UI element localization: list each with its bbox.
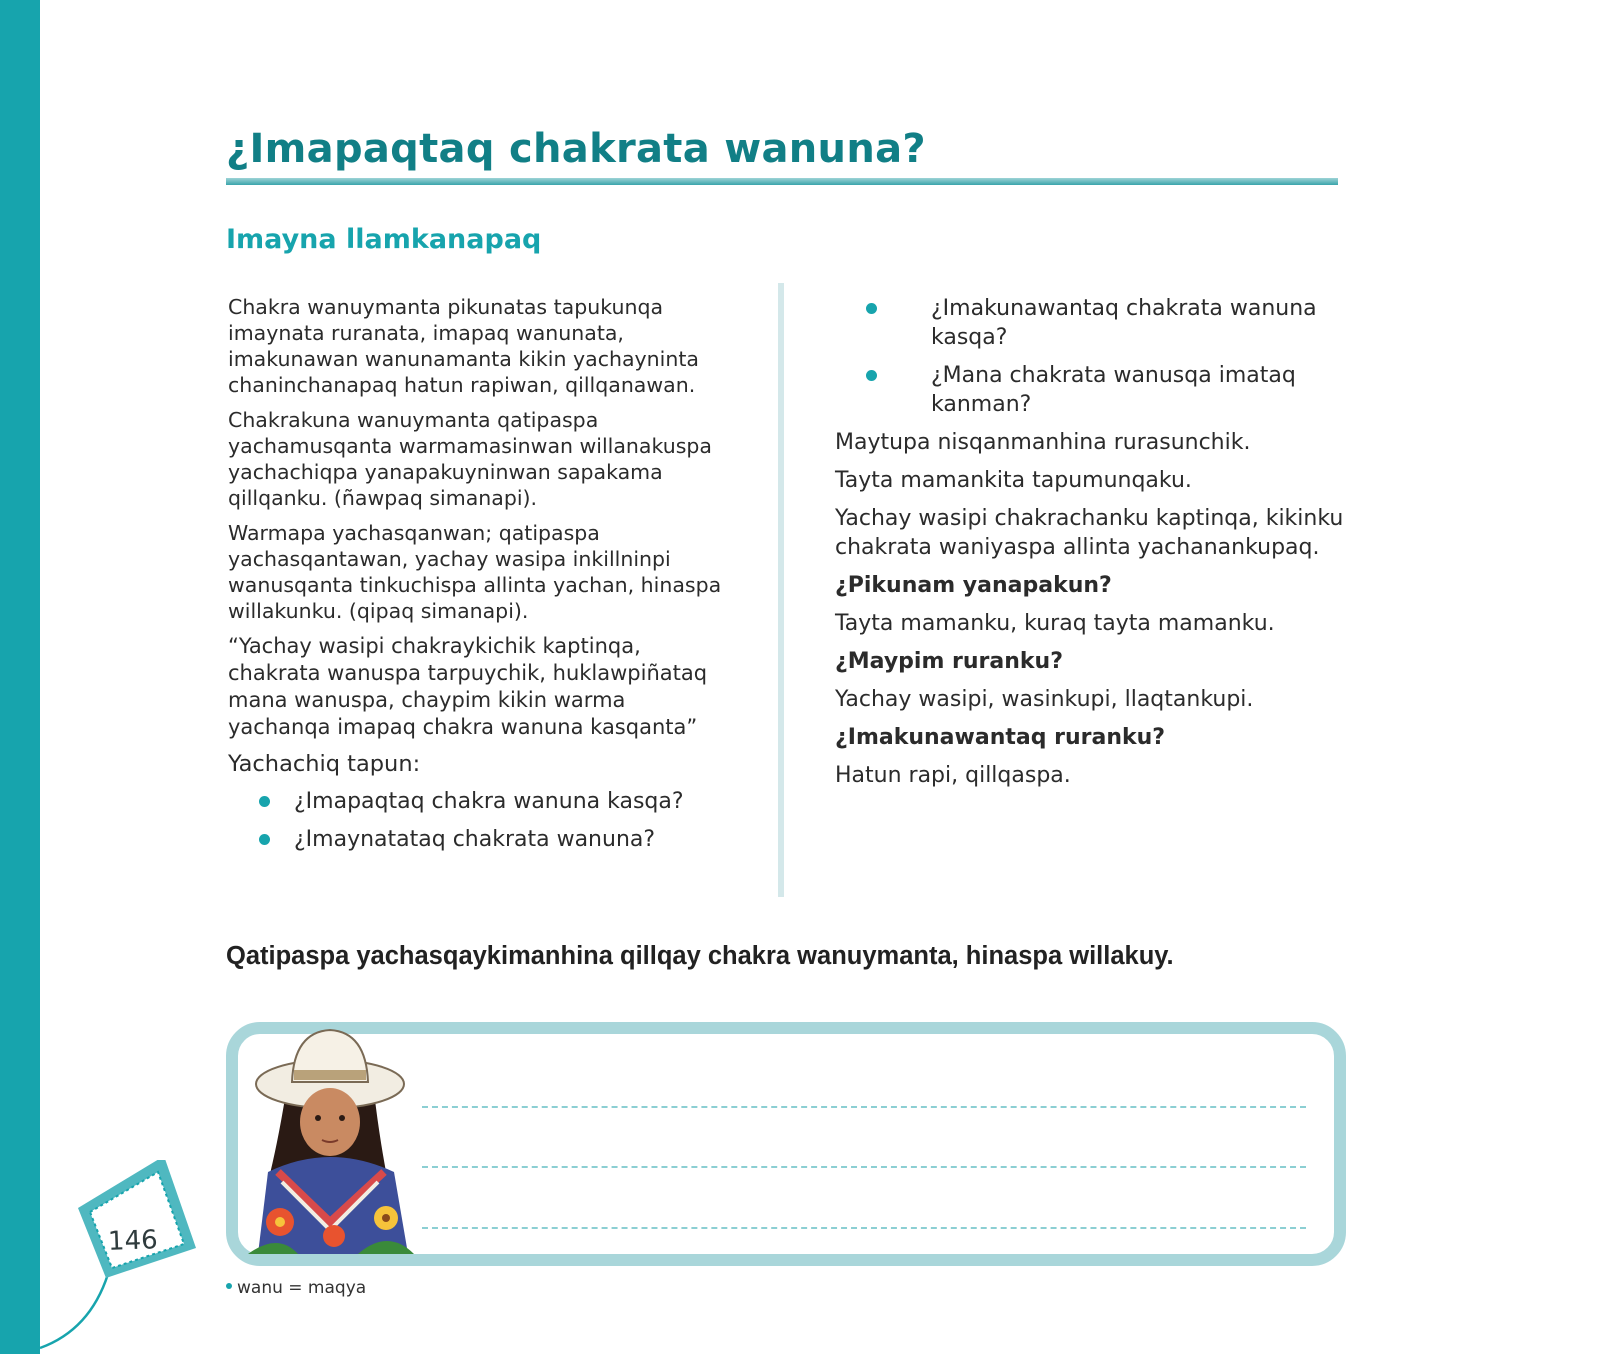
question-list xyxy=(228,787,728,854)
list-item-text: ¿Imapaqtaq chakra wanuna kasqa? xyxy=(294,789,684,814)
answer-text: Tayta mamanku, kuraq tayta mamanku. xyxy=(835,611,1275,636)
footnote xyxy=(226,1278,366,1298)
column-divider xyxy=(778,283,784,897)
question-list xyxy=(866,294,1355,419)
bullet-icon xyxy=(866,370,877,381)
left-color-band xyxy=(0,0,40,1354)
list-item-text: ¿Imakunawantaq chakrata wanuna kasqa? xyxy=(931,296,1317,350)
footnote-text: wanu = maqya xyxy=(237,1278,367,1298)
paragraph: Warmapa yachasqanwan; qatipaspa yachasqantawan, yachay wasipa inkillninpi wanusqanta tinkuchispa allinta yachan, hinaspa willakunku. (qipaq simanapi). xyxy=(228,521,722,623)
list-item-text: ¿Imaynatataq chakrata wanuna? xyxy=(294,827,656,852)
page-number-kite-icon xyxy=(0,1160,230,1354)
bullet-icon xyxy=(259,796,270,807)
title-underline xyxy=(226,178,1338,185)
question-heading: ¿Maypim ruranku? xyxy=(835,649,1063,674)
section-subtitle: Imayna llamkanapaq xyxy=(226,224,542,255)
question-heading: ¿Pikunam yanapakun? xyxy=(835,573,1112,598)
writing-line[interactable] xyxy=(422,1227,1306,1229)
paragraph: Chakra wanuymanta pikunatas tapukunqa imaynata ruranata, imapaq wanunata, imakunawan wanunamanta kikin yachayninta chaninchanapaq hatun rapiwan, qillqanawan. xyxy=(228,295,699,397)
paragraph: Chakrakuna wanuymanta qatipaspa yachamusqanta warmamasinwan willanakuspa yachachiqpa yanapakuyninwan sapakama qillqanku. (ñawpaq simanapi). xyxy=(228,408,712,510)
page-number: 146 xyxy=(107,1225,159,1257)
answer-text: Yachay wasipi, wasinkupi, llaqtankupi. xyxy=(835,687,1254,712)
right-column xyxy=(835,294,1355,799)
question-heading: ¿Imakunawantaq ruranku? xyxy=(835,725,1166,750)
bullet-icon xyxy=(866,303,877,314)
text-line: Tayta mamankita tapumunqaku. xyxy=(835,468,1192,493)
list-item xyxy=(866,361,1355,419)
bullet-icon xyxy=(259,834,270,845)
writing-line[interactable] xyxy=(422,1106,1306,1108)
page-title: ¿Imapaqtaq chakrata wanuna? xyxy=(226,126,926,172)
text-line: Yachay wasipi chakrachanku kaptinqa, kikinku chakrata waniyaspa allinta yachanankupaq. xyxy=(835,506,1344,560)
left-column xyxy=(228,294,728,863)
teacher-asks: Yachachiq tapun: xyxy=(228,751,421,777)
list-item-text: ¿Mana chakrata wanusqa imataq kanman? xyxy=(931,363,1296,417)
text-line: Maytupa nisqanmanhina rurasunchik. xyxy=(835,430,1251,455)
girl-illustration xyxy=(238,1022,424,1254)
list-item xyxy=(228,787,728,816)
answer-text: Hatun rapi, qillqaspa. xyxy=(835,763,1071,788)
writing-line[interactable] xyxy=(422,1166,1306,1168)
writing-instruction: Qatipaspa yachasqaykimanhina qillqay chakra wanuymanta, hinaspa willakuy. xyxy=(226,942,1174,970)
list-item xyxy=(866,294,1355,352)
quote-paragraph: “Yachay wasipi chakraykichik kaptinqa, chakrata wanuspa tarpuychik, huklawpiñataq mana wanuspa, chaypim kikin warma yachanqa imapaq chakra wanuna kasqanta” xyxy=(228,634,708,739)
list-item xyxy=(228,825,728,854)
